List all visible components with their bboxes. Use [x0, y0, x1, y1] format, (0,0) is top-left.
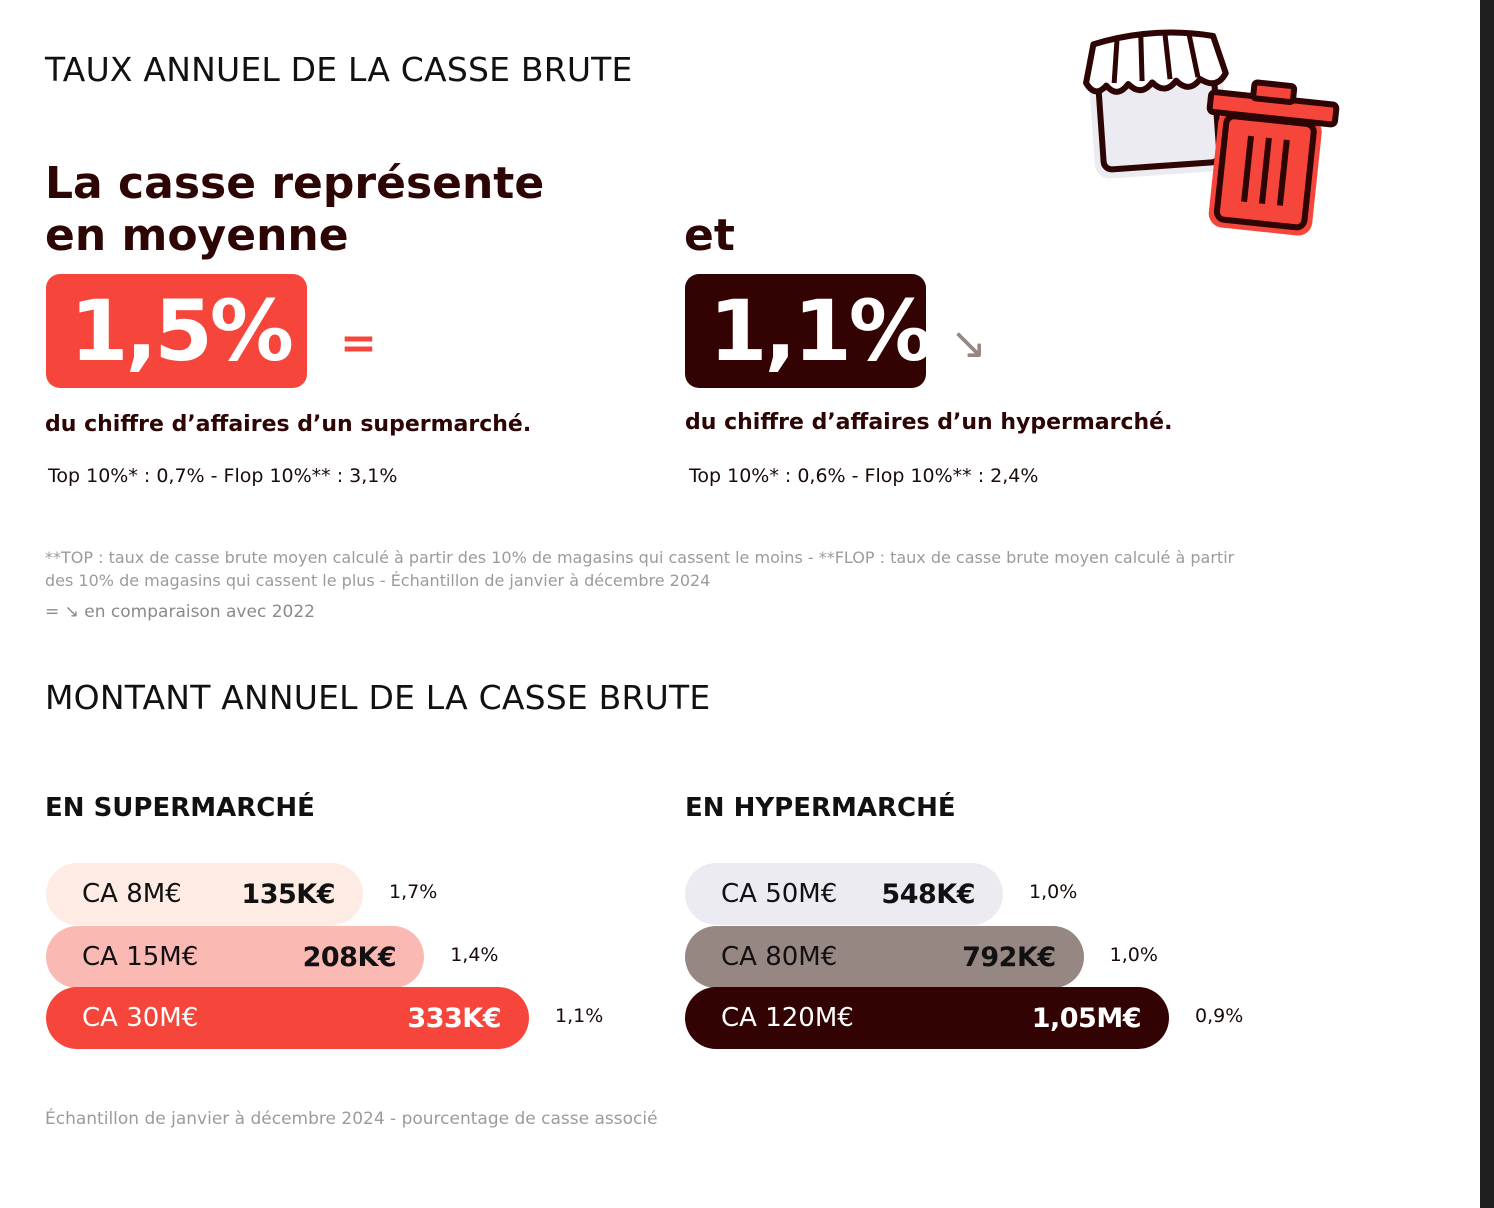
hypermarche-bar-rate-label: 0,9% [1195, 1005, 1244, 1027]
supermarche-bar-category: CA 30M€ [82, 1003, 199, 1033]
down-trend-icon: ↘ [950, 318, 987, 369]
supermarche-bar-rate-label: 1,4% [450, 944, 499, 966]
equal-trend-icon: = [340, 318, 377, 369]
hypermarche-bar-rate-label: 1,0% [1109, 944, 1158, 966]
hypermarche-bar-value-label: 792K€ [962, 941, 1056, 973]
hypermarche-top-flop: Top 10%* : 0,6% - Flop 10%** : 2,4% [689, 465, 1039, 487]
hypermarche-bar-value-label: 1,05M€ [1031, 1002, 1141, 1034]
comparison-note: = ↘ en comparaison avec 2022 [45, 602, 315, 622]
hypermarche-bar-value-label: 548K€ [881, 878, 975, 910]
hypermarche-bar-3 [685, 987, 1169, 1049]
headline [45, 158, 544, 262]
section2-title: MONTANT ANNUEL DE LA CASSE BRUTE [45, 678, 711, 717]
footnote-line2: des 10% de magasins qui cassent le plus - Échantillon de janvier à décembre 2024 [45, 571, 711, 590]
supermarche-bar-category: CA 8M€ [82, 879, 182, 909]
section1-title: TAUX ANNUEL DE LA CASSE BRUTE [45, 50, 633, 89]
trash-icon [1193, 76, 1343, 236]
hypermarche-bar-1 [685, 863, 1003, 925]
supermarche-top-flop: Top 10%* : 0,7% - Flop 10%** : 3,1% [48, 465, 398, 487]
window-edge [1480, 0, 1494, 1208]
hypermarche-caption: du chiffre d’affaires d’un hypermarché. [685, 410, 1173, 435]
footnote [45, 546, 1305, 592]
hypermarche-bar-chart [685, 863, 1285, 1053]
connector-text: et [684, 210, 735, 261]
supermarche-caption: du chiffre d’affaires d’un supermarché. [45, 412, 532, 437]
supermarche-bar-value-label: 135K€ [241, 878, 335, 910]
hypermarche-bar-2 [685, 926, 1084, 988]
supermarche-bar-category: CA 15M€ [82, 942, 199, 972]
illustration [1078, 18, 1348, 243]
hypermarche-bar-category: CA 120M€ [721, 1003, 854, 1033]
footnote-line1: **TOP : taux de casse brute moyen calculé à partir des 10% de magasins qui cassent le moins - **FLOP : taux de casse brute moyen calculé à partir [45, 548, 1235, 567]
supermarche-bar-2 [46, 926, 424, 988]
supermarche-bar-rate-label: 1,1% [555, 1005, 604, 1027]
supermarche-bar-value-label: 333K€ [407, 1002, 501, 1034]
headline-line2: en moyenne [45, 210, 349, 261]
hypermarche-bar-category: CA 80M€ [721, 942, 838, 972]
supermarche-bar-1 [46, 863, 363, 925]
supermarche-bar-rate-label: 1,7% [389, 881, 438, 903]
supermarche-rate-badge: 1,5% [46, 274, 307, 388]
supermarche-bar-3 [46, 987, 529, 1049]
source-note: Échantillon de janvier à décembre 2024 - pourcentage de casse associé [45, 1109, 658, 1129]
supermarche-bar-value-label: 208K€ [302, 941, 397, 973]
hypermarche-bar-category: CA 50M€ [721, 879, 838, 909]
hypermarche-chart-title: EN HYPERMARCHÉ [685, 793, 956, 823]
headline-line1: La casse représente [45, 158, 545, 209]
supermarche-chart-title: EN SUPERMARCHÉ [45, 793, 315, 823]
hypermarche-bar-rate-label: 1,0% [1029, 881, 1078, 903]
hypermarche-rate-badge: 1,1% [685, 274, 926, 388]
supermarche-bar-chart [46, 863, 646, 1053]
